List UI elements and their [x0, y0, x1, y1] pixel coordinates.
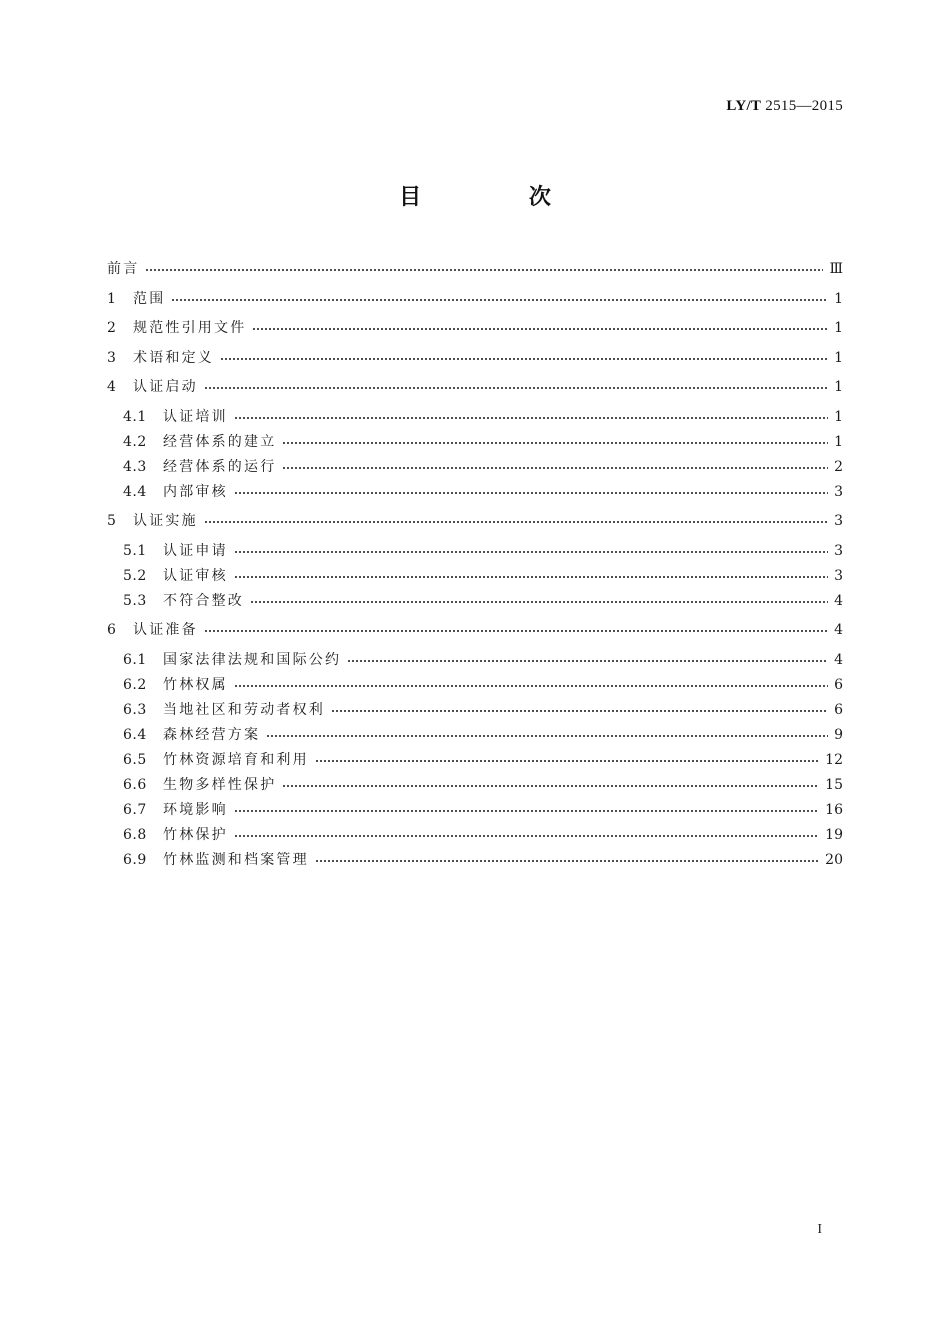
toc-entry-number: 4.4: [123, 484, 147, 500]
toc-entry-page: 15: [825, 777, 843, 793]
toc-entry-page: 1: [834, 434, 843, 450]
dot-leader: [266, 735, 828, 737]
toc-entry-label: 竹林资源培育和利用: [163, 752, 309, 768]
toc-entry-label: 不符合整改: [163, 593, 244, 609]
dot-leader: [282, 785, 819, 787]
toc-entry-5-1[interactable]: [123, 540, 843, 562]
toc-entry-page: 9: [834, 727, 843, 743]
toc-entry-page: 12: [825, 752, 843, 768]
toc-entry-label: 内部审核: [163, 484, 228, 500]
dot-leader: [234, 810, 819, 812]
toc-entry-number: 4.3: [123, 459, 147, 475]
toc-entry-page: 4: [834, 622, 843, 638]
dot-leader: [315, 860, 819, 862]
toc-entry-label: 竹林保护: [163, 827, 228, 843]
toc-entry-number: 4.1: [123, 409, 147, 425]
dot-leader: [171, 299, 828, 301]
page-number: I: [817, 1222, 822, 1237]
dot-leader: [347, 660, 828, 662]
toc-entry-number: 6.7: [123, 802, 147, 818]
toc-entry-number: 6: [107, 622, 117, 638]
toc-entry-page: 19: [825, 827, 843, 843]
toc-entry-4-3[interactable]: [123, 456, 843, 478]
dot-leader: [234, 576, 828, 578]
toc-entry-page: 3: [834, 543, 843, 559]
toc-entry-4-2[interactable]: [123, 431, 843, 453]
toc-entry-label: 认证启动: [133, 379, 198, 395]
toc-entry-page: Ⅲ: [829, 261, 843, 277]
toc-entry-6-9[interactable]: [123, 849, 843, 871]
toc-entry-number: 4.2: [123, 434, 147, 450]
dot-leader: [250, 601, 828, 603]
toc-entry-foreword[interactable]: [107, 258, 843, 280]
toc-entry-label: 规范性引用文件: [133, 320, 247, 336]
toc-entry-number: 4: [107, 379, 117, 395]
toc-entry-page: 1: [834, 409, 843, 425]
toc-entry-label: 竹林监测和档案管理: [163, 852, 309, 868]
dot-leader: [315, 760, 819, 762]
toc-entry-label: 环境影响: [163, 802, 228, 818]
toc-entry-label: 认证准备: [133, 622, 198, 638]
page-title: 目 次: [399, 185, 601, 210]
toc-entry-page: 3: [834, 484, 843, 500]
toc-entry-5-2[interactable]: [123, 565, 843, 587]
toc-entry-number: 6.2: [123, 677, 147, 693]
toc-entry-page: 4: [834, 593, 843, 609]
toc-entry-number: 5.1: [123, 543, 147, 559]
toc-entry-label: 生物多样性保护: [163, 777, 277, 793]
toc-entry-6[interactable]: [107, 619, 843, 641]
toc-entry-4[interactable]: [107, 376, 843, 398]
dot-leader: [282, 442, 828, 444]
dot-leader: [204, 521, 828, 523]
toc-entry-6-1[interactable]: [123, 649, 843, 671]
toc-entry-5[interactable]: [107, 510, 843, 532]
toc-entry-number: 5.3: [123, 593, 147, 609]
toc-entry-6-4[interactable]: [123, 724, 843, 746]
toc-entry-5-3[interactable]: [123, 590, 843, 612]
toc-entry-1[interactable]: [107, 288, 843, 310]
toc-entry-page: 1: [834, 291, 843, 307]
toc-entry-number: 6.5: [123, 752, 147, 768]
dot-leader: [331, 710, 828, 712]
toc-entry-number: 6.3: [123, 702, 147, 718]
toc-entry-label: 经营体系的建立: [163, 434, 277, 450]
toc-entry-number: 2: [107, 320, 117, 336]
toc-entry-page: 3: [834, 513, 843, 529]
toc-entry-number: 6.6: [123, 777, 147, 793]
toc-entry-number: 6.1: [123, 652, 147, 668]
toc-entry-number: 3: [107, 350, 117, 366]
toc-entry-6-7[interactable]: [123, 799, 843, 821]
toc-entry-page: 6: [834, 677, 843, 693]
dot-leader: [145, 269, 823, 271]
toc-entry-page: 3: [834, 568, 843, 584]
toc-entry-label: 术语和定义: [133, 350, 214, 366]
toc-entry-label: 认证实施: [133, 513, 198, 529]
toc-entry-page: 1: [834, 320, 843, 336]
toc-entry-page: 4: [834, 652, 843, 668]
toc-entry-label: 经营体系的运行: [163, 459, 277, 475]
toc-entry-number: 6.8: [123, 827, 147, 843]
dot-leader: [234, 685, 828, 687]
toc-entry-6-3[interactable]: [123, 699, 843, 721]
toc-entry-label: 前言: [107, 261, 140, 277]
document-code-number: 2515—2015: [765, 98, 843, 114]
toc-entry-2[interactable]: [107, 317, 843, 339]
toc-entry-label: 竹林权属: [163, 677, 228, 693]
toc-entry-number: 5: [107, 513, 117, 529]
dot-leader: [204, 387, 828, 389]
toc-entry-page: 16: [825, 802, 843, 818]
toc-entry-4-4[interactable]: [123, 481, 843, 503]
toc-entry-number: 6.9: [123, 852, 147, 868]
toc-entry-number: 5.2: [123, 568, 147, 584]
dot-leader: [234, 417, 828, 419]
toc-entry-page: 6: [834, 702, 843, 718]
dot-leader: [234, 551, 828, 553]
toc-entry-3[interactable]: [107, 347, 843, 369]
toc-entry-6-6[interactable]: [123, 774, 843, 796]
toc-entry-label: 国家法律法规和国际公约: [163, 652, 342, 668]
toc-entry-label: 范围: [133, 291, 166, 307]
toc-entry-label: 森林经营方案: [163, 727, 261, 743]
toc-entry-label: 认证培训: [163, 409, 228, 425]
toc-entry-number: 1: [107, 291, 117, 307]
dot-leader: [220, 358, 828, 360]
toc-entry-page: 2: [834, 459, 843, 475]
toc-entry-page: 20: [825, 852, 843, 868]
dot-leader: [282, 467, 828, 469]
toc-entry-label: 认证审核: [163, 568, 228, 584]
toc-entry-6-8[interactable]: [123, 824, 843, 846]
dot-leader: [234, 492, 828, 494]
dot-leader: [252, 328, 828, 330]
document-code-prefix: LY/T: [726, 98, 762, 114]
toc-entry-label: 当地社区和劳动者权利: [163, 702, 325, 718]
dot-leader: [234, 835, 819, 837]
toc-entry-number: 6.4: [123, 727, 147, 743]
toc-entry-6-5[interactable]: [123, 749, 843, 771]
toc-entry-4-1[interactable]: [123, 406, 843, 428]
document-code: [726, 98, 843, 115]
dot-leader: [204, 630, 828, 632]
toc-entry-page: 1: [834, 350, 843, 366]
toc-entry-page: 1: [834, 379, 843, 395]
toc-entry-label: 认证申请: [163, 543, 228, 559]
toc-entry-6-2[interactable]: [123, 674, 843, 696]
